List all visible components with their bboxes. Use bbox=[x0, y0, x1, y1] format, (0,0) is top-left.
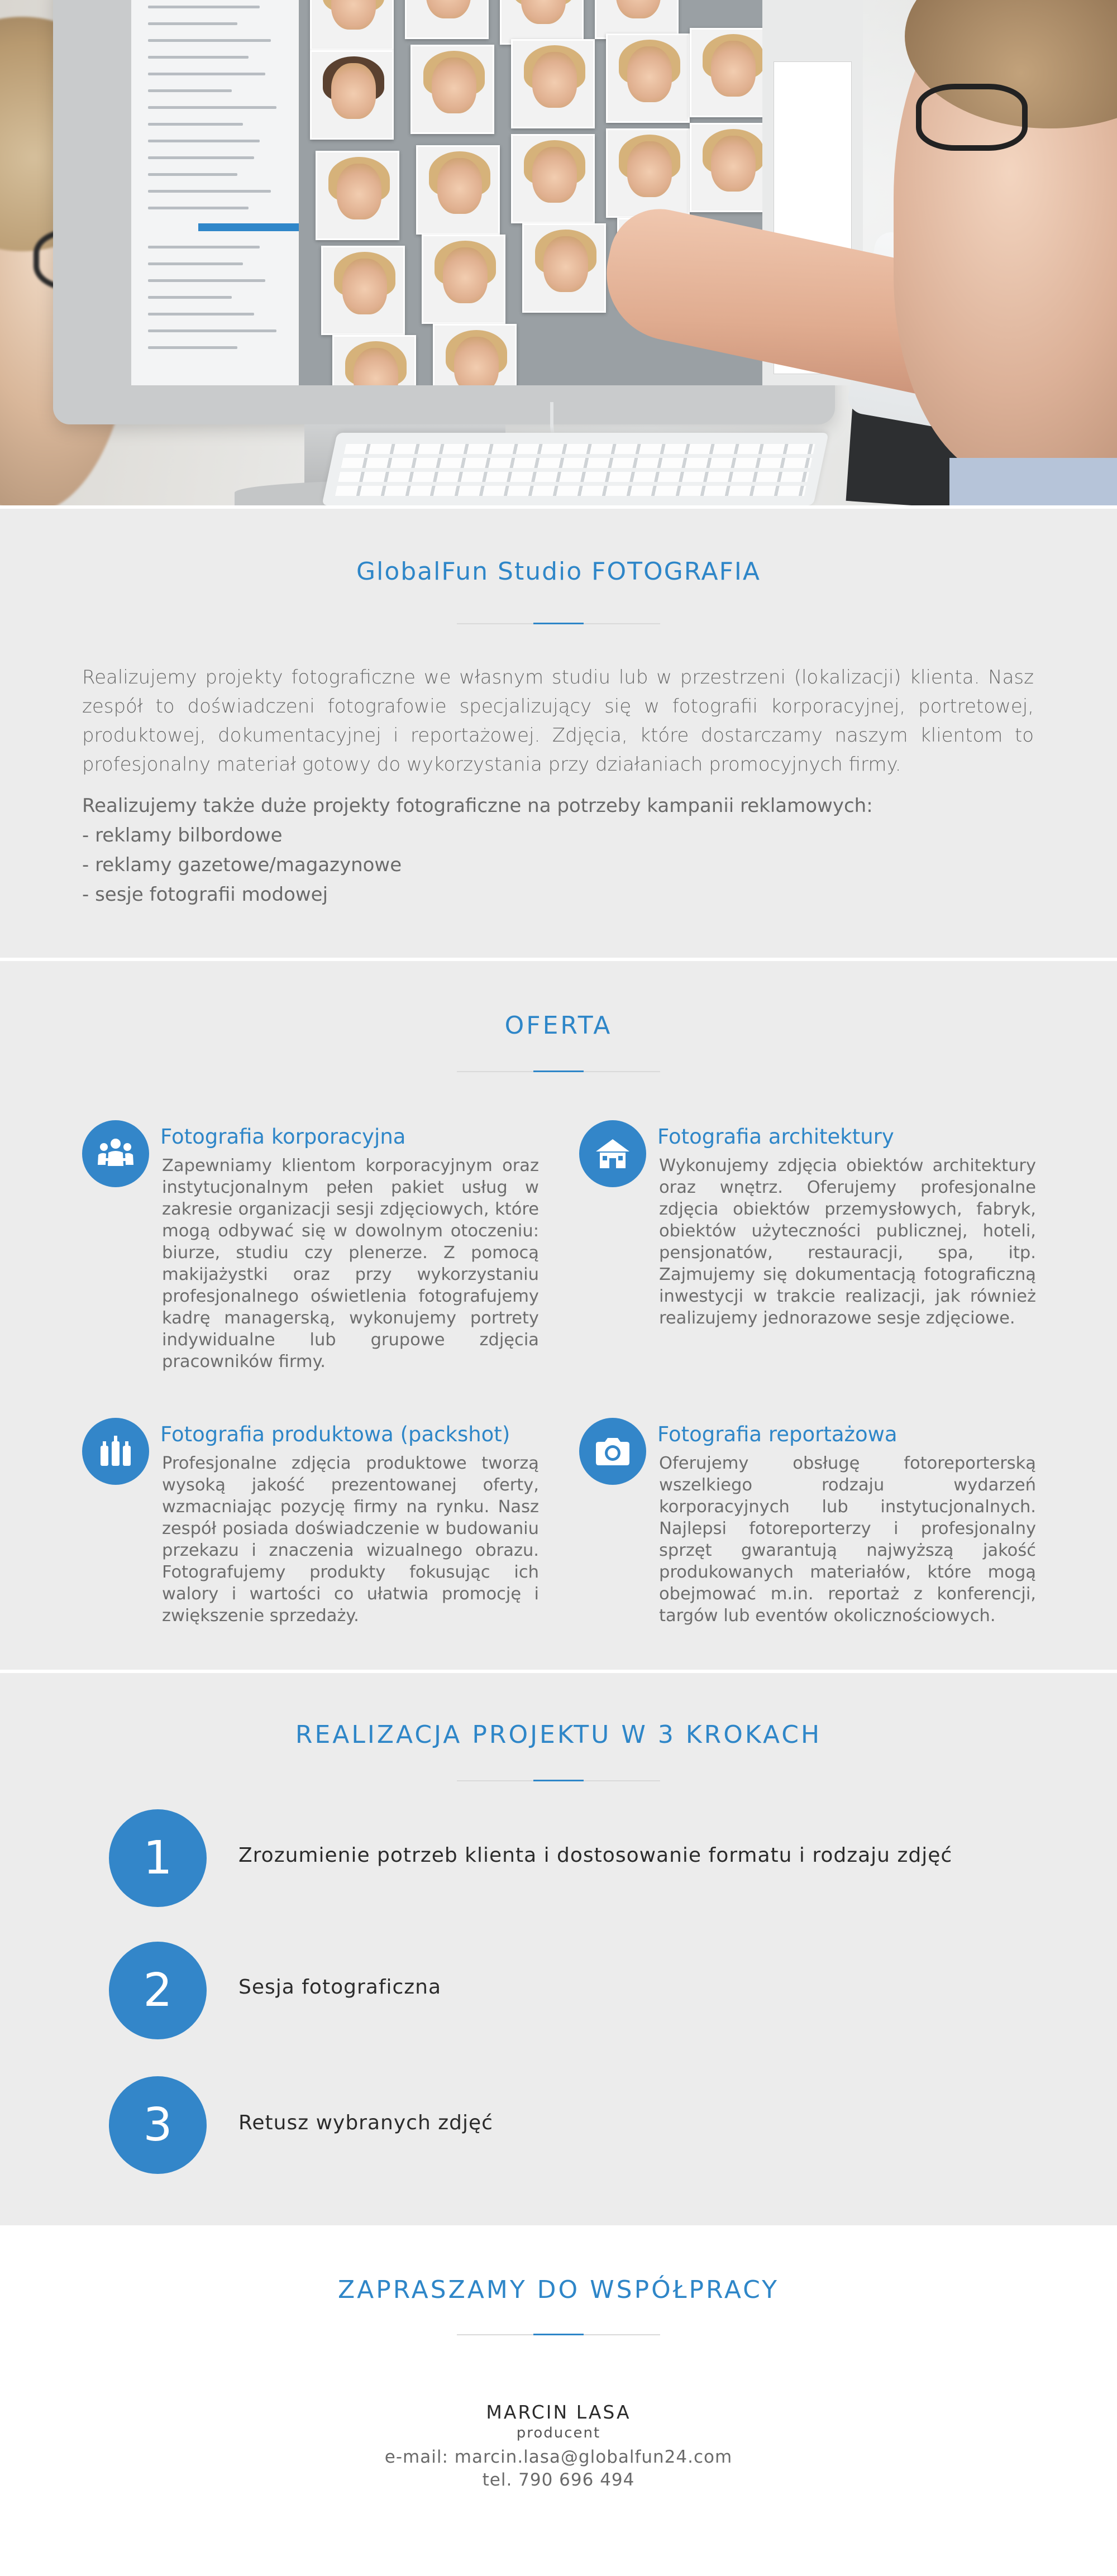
offer-title: OFERTA bbox=[504, 1011, 613, 1040]
contact-section bbox=[0, 2225, 1117, 2576]
contact-name: MARCIN LASA bbox=[486, 2401, 631, 2423]
about-list-item: - reklamy bilbordowe bbox=[82, 824, 283, 847]
hero-keyboard bbox=[322, 433, 829, 505]
step-text: Zrozumienie potrzeb klienta i dostosowanie formatu i rodzaju zdjęć bbox=[238, 1844, 953, 1867]
offer-item-title: Fotografia korporacyjna bbox=[160, 1125, 406, 1149]
about-list-item: - sesje fotografii modowej bbox=[82, 883, 328, 906]
offer-divider bbox=[457, 1071, 660, 1072]
offer-item-text: Oferujemy obsługę fotoreporterską wszelkiego rodzaju wydarzeń korporacyjnych lub instytucjonalnych. Najlepsi fotoreporterzy i profesjonalny sprzęt gwarantują najwyższą jakość produkowanych materiałów, które mogą obejmować m.in. reportaż z konferencji, targów lub eventów okolicznościowych. bbox=[659, 1454, 1036, 1626]
hero-screen-sidebar bbox=[131, 0, 299, 385]
building-icon bbox=[579, 1120, 646, 1187]
about-title: GlobalFun Studio FOTOGRAFIA bbox=[356, 557, 761, 586]
people-icon bbox=[82, 1120, 149, 1187]
bottles-icon bbox=[82, 1418, 149, 1485]
contact-title: ZAPRASZAMY DO WSPÓŁPRACY bbox=[338, 2276, 779, 2304]
step-number: 3 bbox=[143, 2099, 173, 2152]
offer-item-title: Fotografia reportażowa bbox=[657, 1422, 898, 1446]
about-paragraph-2: Realizujemy także duże projekty fotograficzne na potrzeby kampanii reklamowych: bbox=[82, 795, 873, 817]
step-number: 1 bbox=[143, 1832, 173, 1885]
steps-title: REALIZACJA PROJEKTU W 3 KROKACH bbox=[295, 1720, 822, 1749]
about-divider bbox=[457, 623, 660, 624]
offer-section bbox=[0, 958, 1117, 1670]
contact-role: producent bbox=[516, 2425, 601, 2441]
contact-divider bbox=[457, 2334, 660, 2335]
contact-phone[interactable]: tel. 790 696 494 bbox=[482, 2470, 635, 2490]
step-circle-2 bbox=[109, 1942, 207, 2039]
about-list-item: - reklamy gazetowe/magazynowe bbox=[82, 854, 402, 876]
hero-person-right bbox=[894, 0, 1117, 480]
step-text: Sesja fotograficzna bbox=[238, 1976, 442, 1999]
about-section bbox=[0, 505, 1117, 958]
contact-email-link[interactable]: e-mail: marcin.lasa@globalfun24.com bbox=[384, 2447, 733, 2467]
step-circle-3 bbox=[109, 2076, 207, 2174]
offer-item-text: Zapewniamy klientom korporacyjnym oraz instytucjonalnym pełen pakiet usług w zakresie organizacji sesji zdjęciowych, które mogą odbywać się w dowolnym otoczeniu: biurze, studiu czy plenerze. Z pomocą makijażystki oraz przy wykorzystaniu profesjonalnego oświetlenia fotografujemy kadrę managerską, wykonujemy portrety indywidualne lub grupowe zdjęcia pracowników firmy. bbox=[162, 1156, 539, 1371]
steps-divider bbox=[457, 1780, 660, 1781]
offer-item-title: Fotografia architektury bbox=[657, 1125, 894, 1149]
offer-item-text: Profesjonalne zdjęcia produktowe tworzą wysoką jakość prezentowanej oferty, wzmacniając pozycję firmy na rynku. Nasz zespół posiada doświadczenie w budowaniu przekazu i znaczenia wizualnego obrazu. Fotografujemy produkty fokusując ich walory i wartości co ułatwia promocję i zwiększenie sprzedaży. bbox=[162, 1454, 539, 1626]
about-paragraph-1: Realizujemy projekty fotograficzne we własnym studiu lub w przestrzeni (lokalizacji) klienta. Nasz zespół to doświadczeni fotografowie specjalizujący się w fotografii korporacyjnej, portretowej, produktowej, dokumentacyjnej i reportażowej. Zdjęcia, które dostarczamy naszym klientom to profesjonalny materiał gotowy do wykorzystania przy działaniach promocyjnych firmy. bbox=[82, 666, 1034, 776]
step-circle-1 bbox=[109, 1809, 207, 1907]
camera-icon bbox=[579, 1418, 646, 1485]
steps-section bbox=[0, 1670, 1117, 2225]
step-text: Retusz wybranych zdjęć bbox=[238, 2111, 493, 2134]
hero-monitor bbox=[53, 0, 835, 424]
step-number: 2 bbox=[143, 1964, 173, 2017]
hero-shirt bbox=[949, 458, 1117, 505]
hero-image bbox=[0, 0, 1117, 505]
offer-item-title: Fotografia produktowa (packshot) bbox=[160, 1422, 510, 1446]
offer-item-text: Wykonujemy zdjęcia obiektów architektury oraz wnętrz. Oferujemy profesjonalne zdjęcia obiektów przemysłowych, fabryk, obiektów użyteczności publicznej, hoteli, pensjonatów, restauracji, spa, itp. Zajmujemy się dokumentacją fotograficzną inwestycji w trakcie realizacji, jak również realizujemy jednorazowe sesje zdjęciowe. bbox=[659, 1156, 1036, 1328]
